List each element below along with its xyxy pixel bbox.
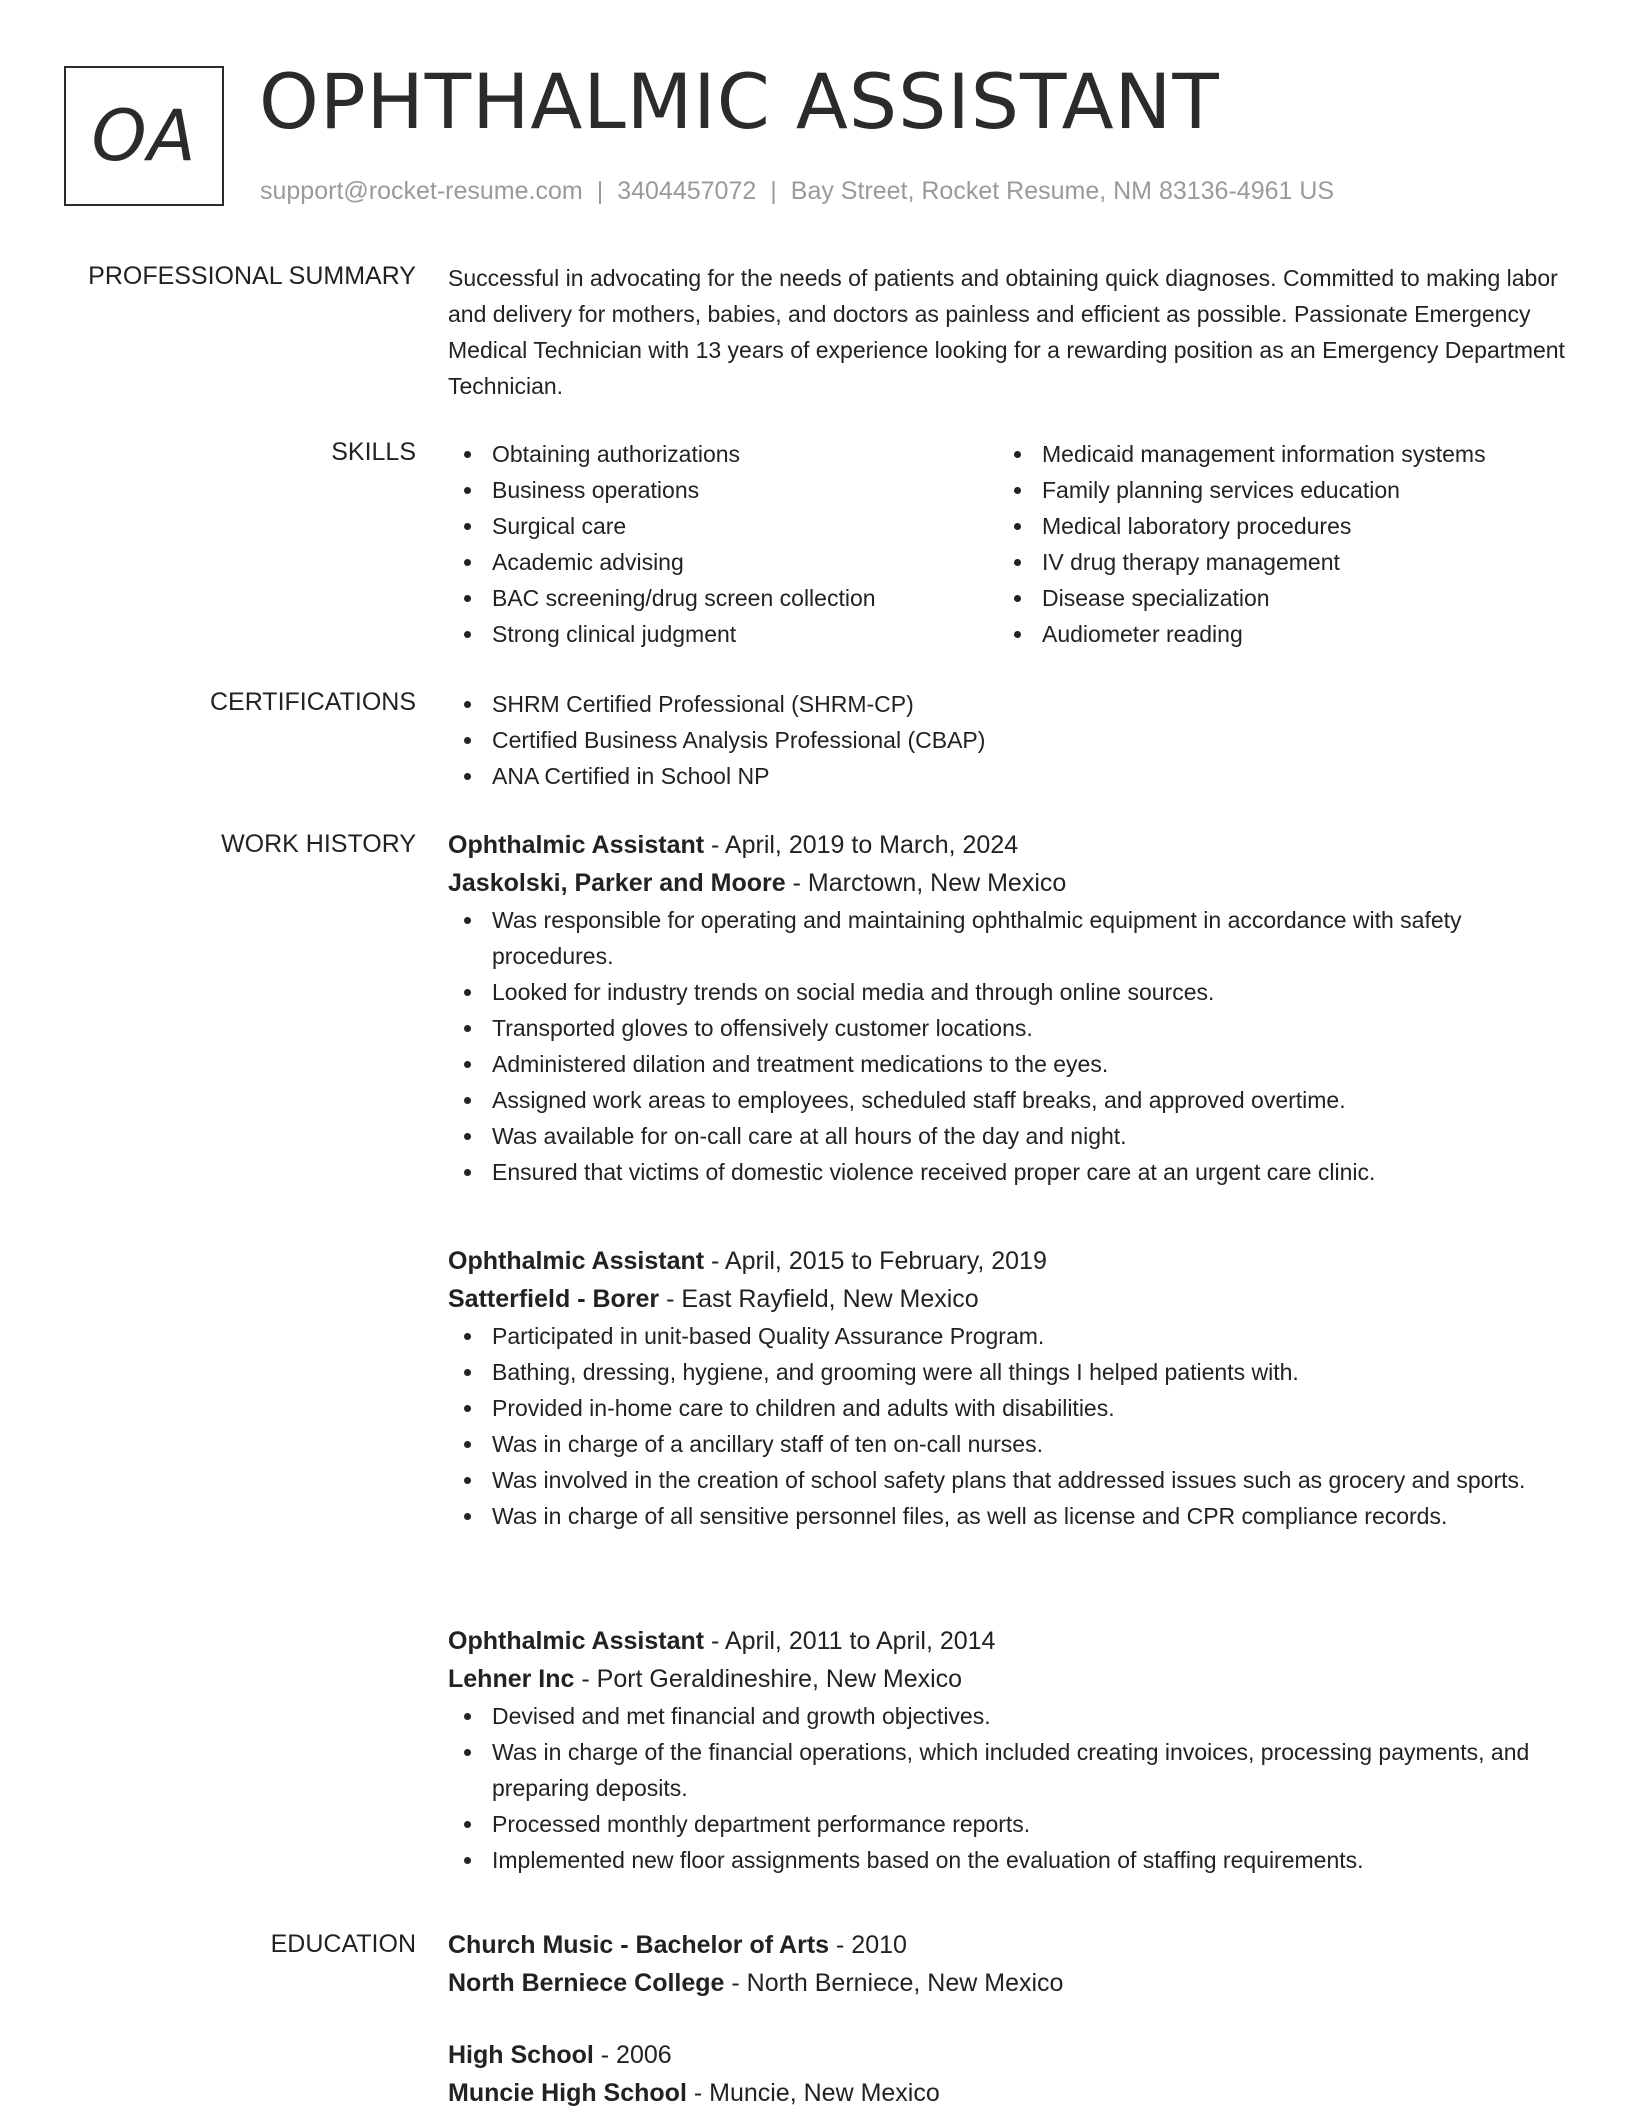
job-entry [448,1622,1578,1878]
job-location: - East Rayfield, New Mexico [659,1285,979,1313]
skill-item: Strong clinical judgment [448,616,998,652]
job-location: - Port Geraldineshire, New Mexico [574,1665,963,1693]
job-entry [448,1242,1578,1534]
contact-email[interactable]: support@rocket-resume.com [260,177,583,205]
skills-list-right [998,436,1548,652]
section-label-education: EDUCATION [270,1930,416,1958]
job-bullet-list [448,1698,1578,1878]
contact-separator: | [770,177,777,205]
job-bullet: Provided in-home care to children and adults with disabilities. [448,1390,1578,1426]
job-bullet: Devised and met financial and growth objectives. [448,1698,1578,1734]
job-company-line [448,1280,1578,1318]
job-bullet: Implemented new floor assignments based on the evaluation of staffing requirements. [448,1842,1578,1878]
education-year: - 2010 [829,1931,907,1959]
certifications-list [448,686,1578,794]
job-bullet: Assigned work areas to employees, scheduled staff breaks, and approved overtime. [448,1082,1578,1118]
job-title-line [448,826,1578,864]
monogram-badge [64,66,224,206]
job-bullet: Ensured that victims of domestic violence received proper care at an urgent care clinic. [448,1154,1578,1190]
job-company-line [448,1660,1578,1698]
certifications-section [448,686,1578,794]
section-label-work-history: WORK HISTORY [221,830,416,858]
job-title: Ophthalmic Assistant [448,1627,705,1655]
education-degree-line [448,1926,1578,1964]
job-bullet: Bathing, dressing, hygiene, and grooming were all things I helped patients with. [448,1354,1578,1390]
education-degree: Church Music - Bachelor of Arts [448,1931,830,1959]
job-dates: - April, 2015 to February, 2019 [704,1247,1047,1275]
section-label-summary: PROFESSIONAL SUMMARY [88,262,416,290]
skill-item: Audiometer reading [998,616,1548,652]
education-degree-line [448,2036,1578,2074]
job-title: Ophthalmic Assistant [448,831,705,859]
job-company: Lehner Inc [448,1665,575,1693]
education-location: - Muncie, New Mexico [686,2079,940,2107]
education-school: Muncie High School [448,2079,687,2107]
job-dates: - April, 2011 to April, 2014 [704,1627,996,1655]
section-label-certifications: CERTIFICATIONS [209,688,416,716]
job-location: - Marctown, New Mexico [785,869,1067,897]
job-bullet: Was available for on-call care at all hours of the day and night. [448,1118,1578,1154]
job-company-line [448,864,1578,902]
summary-section [448,260,1578,404]
skill-item: Academic advising [448,544,998,580]
education-degree: High School [448,2041,594,2069]
job-bullet-list [448,1318,1578,1534]
education-school-line [448,2074,1578,2112]
contact-address: Bay Street, Rocket Resume, NM 83136-4961 US [790,177,1335,205]
education-entry [448,1926,1578,2002]
job-dates: - April, 2019 to March, 2024 [704,831,1019,859]
skill-item: Medical laboratory procedures [998,508,1548,544]
skill-item: Medicaid management information systems [998,436,1548,472]
job-bullet: Administered dilation and treatment medications to the eyes. [448,1046,1578,1082]
section-label-skills: SKILLS [331,438,416,466]
education-school: North Berniece College [448,1969,725,1997]
job-company: Jaskolski, Parker and Moore [448,869,786,897]
skills-list-left [448,436,998,652]
job-bullet: Processed monthly department performance reports. [448,1806,1578,1842]
education-year: - 2006 [593,2041,672,2069]
job-bullet: Was responsible for operating and maintaining ophthalmic equipment in accordance with safety procedures. [448,902,1578,974]
job-bullet: Was in charge of all sensitive personnel files, as well as license and CPR compliance records. [448,1498,1578,1534]
skill-item: Disease specialization [998,580,1548,616]
job-bullet: Transported gloves to offensively customer locations. [448,1010,1578,1046]
contact-separator: | [596,177,604,205]
job-bullet: Participated in unit-based Quality Assurance Program. [448,1318,1578,1354]
skill-item: BAC screening/drug screen collection [448,580,998,616]
skill-item: Obtaining authorizations [448,436,998,472]
job-bullet: Was involved in the creation of school safety plans that addressed issues such as grocery and sports. [448,1462,1578,1498]
job-title-line [448,1622,1578,1660]
summary-text: Successful in advocating for the needs of patients and obtaining quick diagnoses. Committed to making labor and delivery for mothers, babies, and doctors as painless and efficient as possible. Passionate Emergency Medical Technician with 13 years of experience looking for a rewarding position as an Emergency Department Technician. [448,265,1565,399]
education-school-line [448,1964,1578,2002]
monogram-initials: OA [91,95,197,177]
job-title: Ophthalmic Assistant [448,1247,705,1275]
education-entry [448,2036,1578,2112]
skills-section [448,436,1578,652]
job-company: Satterfield - Borer [448,1285,660,1313]
skill-item: Family planning services education [998,472,1548,508]
job-title-line [448,1242,1578,1280]
skill-item: Business operations [448,472,998,508]
certification-item: ANA Certified in School NP [448,758,1578,794]
job-bullet: Looked for industry trends on social media and through online sources. [448,974,1578,1010]
job-entry [448,826,1578,1190]
job-bullet: Was in charge of the financial operations, which included creating invoices, processing payments, and preparing deposits. [448,1734,1578,1806]
certification-item: SHRM Certified Professional (SHRM-CP) [448,686,1578,722]
skill-item: IV drug therapy management [998,544,1548,580]
skill-item: Surgical care [448,508,998,544]
education-location: - North Berniece, New Mexico [724,1969,1064,1997]
resume-title: OPHTHALMIC ASSISTANT [259,57,1220,146]
job-bullet: Was in charge of a ancillary staff of ten on-call nurses. [448,1426,1578,1462]
contact-line [260,176,1334,206]
job-bullet-list [448,902,1578,1190]
certification-item: Certified Business Analysis Professional (CBAP) [448,722,1578,758]
contact-phone[interactable]: 3404457072 [617,177,757,205]
